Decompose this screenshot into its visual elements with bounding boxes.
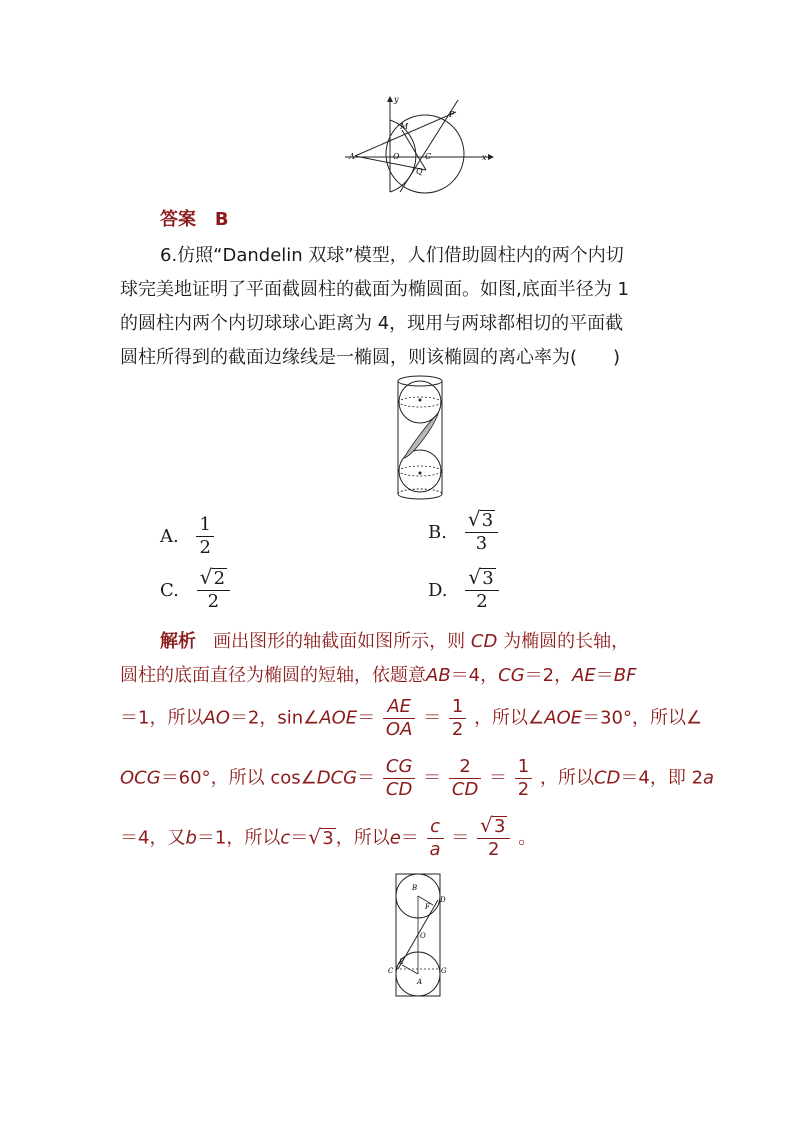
option-a-label: A. — [160, 526, 179, 547]
sqrt-radicand: 3 — [494, 816, 506, 837]
analysis-label: 解析 — [160, 631, 196, 652]
analysis-text: ＝ — [451, 827, 470, 849]
option-d-radicand: 3 — [482, 568, 494, 589]
analysis-text: 画出图形的轴截面如图所示，则 — [213, 631, 466, 652]
analysis-var: CD — [593, 767, 621, 789]
option-c-label: C. — [160, 580, 179, 601]
fig3-label-c: C — [388, 967, 394, 975]
fig1-label-a: A — [349, 152, 355, 161]
option-d-denominator: 2 — [476, 591, 488, 612]
analysis-text: ＝ — [423, 767, 442, 789]
option-d-fraction: √ 3 2 — [465, 568, 498, 613]
option-c[interactable] — [160, 565, 232, 613]
option-d-label: D. — [428, 580, 448, 601]
analysis-var: AO — [203, 707, 230, 729]
axial-section-figure — [384, 872, 448, 1002]
fig3-label-a: A — [417, 978, 423, 986]
fig3-label-f: F — [425, 903, 430, 911]
q6-line-4: 圆柱所得到的截面边缘线是一椭圆，则该椭圆的离心率为( ) — [120, 347, 621, 368]
fraction-numerator: 1 — [449, 696, 466, 719]
analysis-var: a — [703, 767, 715, 789]
option-c-fraction: √ 2 2 — [197, 568, 230, 613]
analysis-text: ＝2，sin∠ — [229, 707, 320, 729]
fig1-label-p: P — [449, 110, 455, 119]
option-b-radicand: 3 — [481, 510, 494, 531]
analysis-text: ＝4，又 — [120, 827, 186, 849]
fraction-numerator: AE — [383, 696, 415, 719]
fraction-denominator: OA — [385, 719, 413, 740]
analysis-line-2 — [120, 664, 637, 688]
analysis-text: ＝4， — [450, 665, 499, 686]
analysis-var: c — [280, 827, 291, 849]
fraction-numerator: 2 — [449, 756, 481, 779]
analysis-text: 圆柱的底面直径为椭圆的短轴，依题意 — [120, 665, 426, 686]
fraction-denominator: CD — [451, 779, 479, 800]
analysis-text: ＝1，所以 — [120, 707, 204, 729]
analysis-text: ，所以 — [539, 767, 594, 789]
analysis-fraction — [449, 696, 466, 741]
analysis-text: ，所以∠ — [474, 707, 545, 729]
analysis-var: CD — [470, 631, 498, 652]
analysis-fraction — [427, 816, 444, 861]
option-a[interactable] — [160, 514, 216, 559]
fig1-label-m: M — [400, 122, 409, 131]
option-a-fraction — [196, 514, 213, 559]
fraction-denominator: CD — [385, 779, 413, 800]
fraction-numerator: CG — [383, 756, 416, 779]
option-b-label: B. — [428, 522, 447, 543]
q6-line-2: 球完美地证明了平面截圆柱的截面为椭圆面。如图,底面半径为 1 — [120, 279, 629, 300]
q6-line-3: 的圆柱内两个内切球球心距离为 4，现用与两球都相切的平面截 — [120, 313, 624, 334]
fraction-numerator: c — [427, 816, 444, 839]
analysis-text: ＝ — [423, 707, 442, 729]
option-b[interactable] — [428, 507, 500, 555]
analysis-var: AOE — [544, 707, 583, 729]
analysis-text: ＝ — [489, 767, 508, 789]
fig3-label-o: O — [420, 932, 426, 940]
analysis-text: ＝ — [357, 767, 376, 789]
fig3-label-b: B — [412, 884, 418, 892]
analysis-line-1 — [160, 630, 629, 654]
analysis-text: 为椭圆的长轴， — [503, 631, 630, 652]
option-b-fraction: √ 3 3 — [465, 510, 498, 555]
fig3-label-g: G — [441, 967, 447, 975]
fraction-denominator: a — [429, 839, 441, 860]
analysis-text: ＝ — [290, 827, 309, 849]
analysis-var: BF — [613, 665, 637, 686]
analysis-var: b — [185, 827, 197, 849]
analysis-line-3 — [120, 696, 702, 741]
analysis-var: e — [389, 827, 401, 849]
fig1-label-y: y — [394, 95, 399, 104]
analysis-text: ＝1，所以 — [196, 827, 281, 849]
previous-answer — [160, 208, 229, 232]
analysis-line-4 — [120, 756, 714, 801]
sqrt-radicand: 3 — [322, 827, 334, 849]
fig1-label-x: x — [482, 153, 487, 162]
q6-line-1: 6.仿照“Dandelin 双球”模型，人们借助圆柱内的两个内切 — [160, 245, 624, 266]
fraction-denominator: 2 — [488, 839, 500, 860]
fig3-label-d: D — [440, 896, 446, 904]
fig1-label-q: Q — [416, 167, 423, 176]
analysis-text: 。 — [518, 827, 537, 849]
fig1-label-c: C — [425, 152, 432, 161]
fraction-numerator: 1 — [515, 756, 532, 779]
analysis-sqrt: √ 3 — [308, 824, 334, 849]
analysis-text: ＝ — [357, 707, 376, 729]
fraction-denominator: 2 — [517, 779, 530, 800]
analysis-var: DCG — [316, 767, 358, 789]
analysis-text: ＝30°，所以∠ — [582, 707, 703, 729]
analysis-fraction — [383, 756, 416, 801]
analysis-fraction: √ 3 2 — [477, 816, 510, 861]
analysis-fraction — [449, 756, 481, 801]
fig3-label-e: E — [399, 958, 405, 966]
analysis-var: AB — [426, 665, 451, 686]
analysis-var: CG — [498, 665, 525, 686]
option-a-denominator: 2 — [199, 537, 211, 558]
coordinate-circle-figure — [340, 92, 500, 194]
option-b-denominator: 3 — [475, 533, 488, 554]
option-c-radicand: 2 — [213, 568, 226, 589]
analysis-text: ，所以 — [335, 827, 390, 849]
cylinder-spheres-figure — [392, 374, 448, 502]
answer-value: B — [214, 209, 229, 230]
analysis-text: ＝60°，所以 cos∠ — [160, 767, 317, 789]
analysis-var: OCG — [120, 767, 161, 789]
fig1-label-o: O — [393, 152, 400, 161]
analysis-text: ＝ — [400, 827, 419, 849]
analysis-text: ＝2， — [524, 665, 573, 686]
analysis-fraction — [515, 756, 532, 801]
option-c-denominator: 2 — [207, 591, 220, 612]
option-d[interactable] — [428, 565, 501, 613]
answer-label: 答案 — [160, 209, 196, 230]
analysis-text: ＝ — [595, 665, 614, 686]
fraction-denominator: 2 — [451, 719, 464, 740]
analysis-var: AE — [572, 665, 596, 686]
analysis-text: ＝4，即 2 — [620, 767, 704, 789]
option-a-numerator: 1 — [196, 514, 213, 537]
analysis-line-5 — [120, 813, 537, 861]
analysis-fraction — [383, 696, 415, 741]
analysis-var: AOE — [319, 707, 358, 729]
